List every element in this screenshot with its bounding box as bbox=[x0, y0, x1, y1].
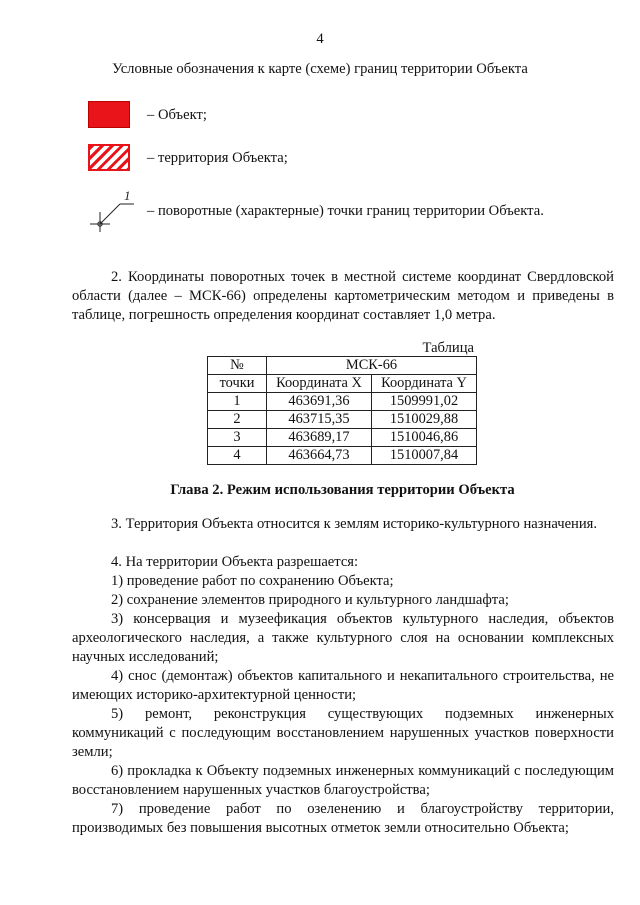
coordinate-y: 1510029,88 bbox=[372, 411, 477, 429]
legend-item-label: – поворотные (характерные) точки границ территории Объекта. bbox=[147, 203, 544, 219]
coordinate-x: 463664,73 bbox=[267, 447, 372, 465]
red-filled-square-icon bbox=[88, 101, 130, 128]
paragraph-3: 3. Территория Объекта относится к землям историко-культурного назначения. bbox=[111, 516, 598, 532]
legend-item-turning-points bbox=[88, 186, 588, 232]
coordinate-y: 1509991,02 bbox=[372, 393, 477, 411]
coordinate-x: 463689,17 bbox=[267, 429, 372, 447]
page-number: 4 bbox=[316, 31, 324, 47]
table-row bbox=[208, 429, 477, 447]
legend-item-label: – территория Объекта; bbox=[147, 150, 288, 166]
column-header-number-sub: точки bbox=[208, 375, 267, 393]
column-header-x: Координата X bbox=[267, 375, 372, 393]
column-header-y: Координата Y bbox=[372, 375, 477, 393]
point-number: 3 bbox=[208, 429, 267, 447]
point-number: 4 bbox=[208, 447, 267, 465]
coordinate-x: 463715,35 bbox=[267, 411, 372, 429]
legend-title: Условные обозначения к карте (схеме) границ территории Объекта bbox=[112, 61, 528, 77]
column-header-number: № bbox=[208, 357, 267, 375]
coordinate-x: 463691,36 bbox=[267, 393, 372, 411]
chapter-heading: Глава 2. Режим использования территории Объекта bbox=[170, 482, 515, 498]
point-number: 2 bbox=[208, 411, 267, 429]
table-row bbox=[208, 393, 477, 411]
coordinate-y: 1510046,86 bbox=[372, 429, 477, 447]
table-row bbox=[208, 447, 477, 465]
marker-label: 1 bbox=[124, 188, 131, 203]
list-item-2: 2) сохранение элементов природного и культурного ландшафта; bbox=[111, 592, 509, 608]
list-item-5: 5) ремонт, реконструкция существующих подземных инженерных коммуникаций с последующим восстановлением нарушенных участков поверхности земли; bbox=[72, 706, 614, 760]
list-item-3: 3) консервация и музеефикация объектов культурного наследия, объектов археологического наследия, а также культурного слоя на основании комплексных научных исследований; bbox=[72, 611, 614, 665]
list-item-1: 1) проведение работ по сохранению Объекта; bbox=[111, 573, 394, 589]
coordinates-table bbox=[207, 356, 477, 465]
paragraph-coordinates: 2. Координаты поворотных точек в местной системе координат Свердловской области (далее – МСК-66) определены картометрическим методом и приведены в таблице, погрешность определения координат составляет 1,0 метра. bbox=[72, 269, 614, 323]
turning-point-marker-icon bbox=[88, 186, 144, 232]
paragraph-4: 4. На территории Объекта разрешается: bbox=[111, 554, 359, 570]
legend-item-territory bbox=[88, 144, 588, 174]
list-item-7: 7) проведение работ по озеленению и благоустройству территории, производимых без повышения высотных отметок земли относительно Объекта; bbox=[72, 801, 614, 836]
column-header-system: МСК-66 bbox=[267, 357, 477, 375]
legend-item-label: – Объект; bbox=[147, 107, 207, 123]
list-item-6: 6) прокладка к Объекту подземных инженерных коммуникаций с последующим восстановлением нарушенных участков благоустройства; bbox=[72, 763, 614, 798]
table-row bbox=[208, 411, 477, 429]
list-item-4: 4) снос (демонтаж) объектов капитального и некапитального строительства, не имеющих историко-архитектурной ценности; bbox=[72, 668, 614, 703]
legend-item-object bbox=[88, 101, 588, 131]
red-hatched-square-icon bbox=[88, 144, 130, 171]
table-caption: Таблица bbox=[422, 340, 474, 356]
point-number: 1 bbox=[208, 393, 267, 411]
coordinate-y: 1510007,84 bbox=[372, 447, 477, 465]
